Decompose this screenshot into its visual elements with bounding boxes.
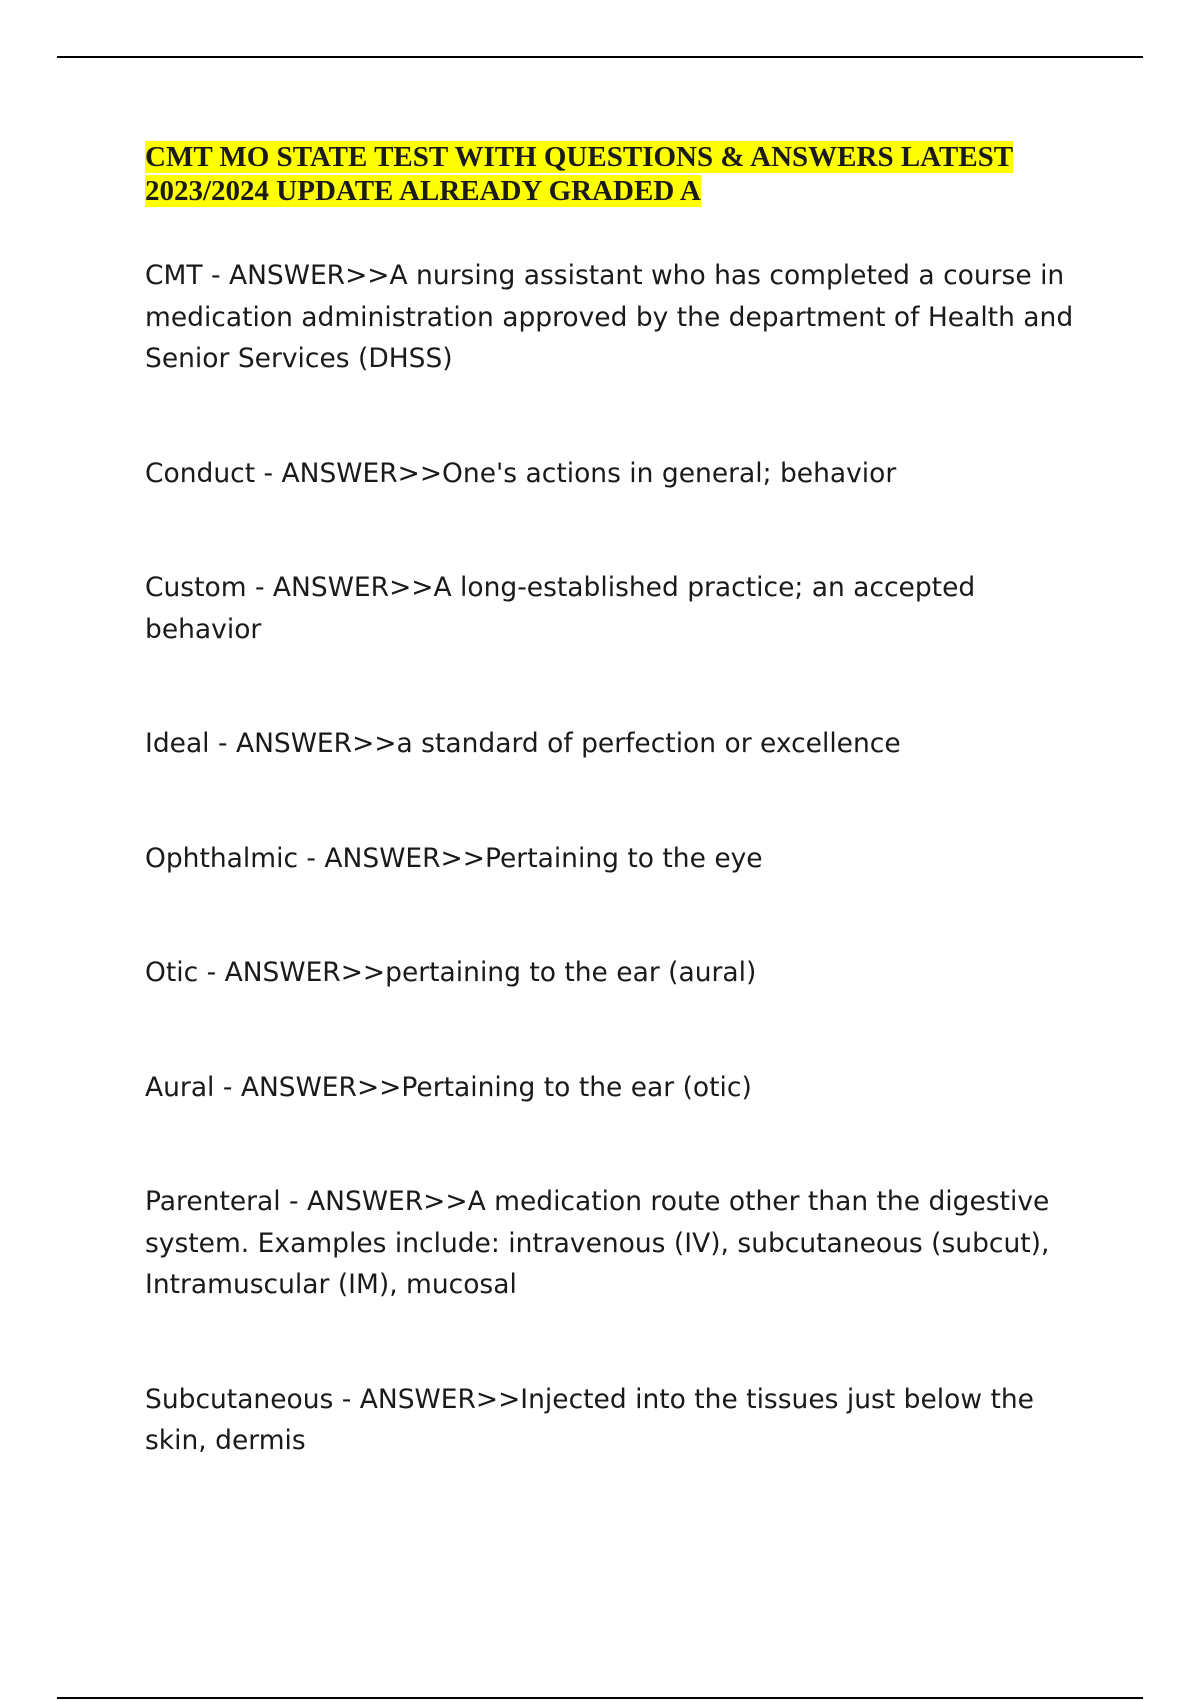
- qa-entry: Conduct - ANSWER>>One's actions in general; behavior: [145, 457, 897, 489]
- qa-entry: Subcutaneous - ANSWER>>Injected into the tissues just below the skin, dermis: [145, 1383, 1034, 1456]
- bottom-divider: [57, 1697, 1143, 1699]
- qa-entry: Ideal - ANSWER>>a standard of perfection or excellence: [145, 728, 901, 759]
- qa-entry: Aural - ANSWER>>Pertaining to the ear (otic): [145, 1071, 752, 1103]
- qa-entry: Custom - ANSWER>>A long-established practice; an accepted behavior: [145, 572, 976, 645]
- qa-entry: Parenteral - ANSWER>>A medication route other than the digestive system. Examples include: intravenous (IV), subcutaneous (subcut), Intramuscular (IM), mucosal: [145, 1186, 1050, 1300]
- document-body: [145, 140, 1075, 1535]
- qa-entry: Otic - ANSWER>>pertaining to the ear (aural): [145, 957, 757, 988]
- title-line-1: CMT MO STATE TEST WITH QUESTIONS & ANSWERS LATEST: [145, 141, 1014, 173]
- qa-list: [145, 255, 1075, 1462]
- top-divider: [57, 56, 1143, 58]
- qa-entry: Ophthalmic - ANSWER>>Pertaining to the eye: [145, 842, 763, 874]
- qa-entry: CMT - ANSWER>>A nursing assistant who has completed a course in medication administration approved by the department of Health and Senior Services (DHSS): [145, 260, 1074, 374]
- title-line-2: 2023/2024 UPDATE ALREADY GRADED A: [145, 175, 701, 207]
- document-title: [145, 140, 1075, 208]
